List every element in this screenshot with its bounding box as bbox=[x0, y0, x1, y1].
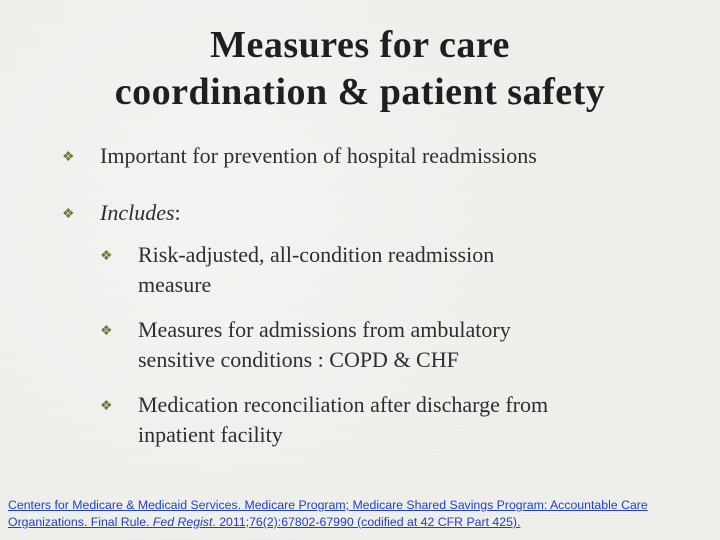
citation-line-2[interactable] bbox=[8, 514, 712, 531]
subbullet-line-1: Risk-adjusted, all-condition readmission bbox=[138, 242, 495, 267]
bullet-text bbox=[62, 198, 181, 228]
bullet-readmissions bbox=[62, 141, 537, 171]
subbullet-readmission-measure bbox=[100, 240, 660, 300]
diamond-quad-bullet-icon: ❖ bbox=[100, 249, 113, 264]
title-line-2: coordination & patient safety bbox=[114, 71, 606, 113]
bullet-includes bbox=[62, 198, 181, 228]
diamond-quad-bullet-icon: ❖ bbox=[100, 324, 113, 339]
diamond-quad-bullet-icon: ❖ bbox=[62, 207, 75, 222]
citation-link[interactable] bbox=[8, 497, 712, 531]
citation-line-2-end[interactable]: . 2011;76(2):67802-67990 (codified at 42 CFR Part 425). bbox=[212, 515, 521, 529]
subbullet-medication-reconciliation bbox=[100, 390, 660, 450]
subbullet-ambulatory-admissions bbox=[100, 315, 660, 375]
diamond-quad-bullet-icon: ❖ bbox=[100, 399, 113, 414]
citation-line-2-start[interactable]: Organizations. Final Rule. bbox=[8, 515, 153, 529]
subbullet-line-2: measure bbox=[138, 272, 212, 297]
bullet-text: Important for prevention of hospital readmissions bbox=[100, 143, 537, 168]
slide-title bbox=[0, 22, 720, 116]
includes-colon: : bbox=[174, 200, 181, 225]
includes-label: Includes bbox=[100, 200, 175, 225]
citation-line-1[interactable]: Centers for Medicare & Medicaid Services. Medicare Program; Medicare Shared Savings Program: Accountable Care bbox=[8, 498, 648, 512]
subbullet-line-1: Measures for admissions from ambulatory bbox=[138, 317, 511, 342]
subbullet-line-2: sensitive conditions : COPD & CHF bbox=[138, 347, 459, 372]
citation-journal[interactable]: Fed Regist bbox=[152, 515, 213, 529]
title-line-1: Measures for care bbox=[210, 24, 510, 66]
subbullet-line-2: inpatient facility bbox=[138, 422, 283, 447]
subbullet-line-1: Medication reconciliation after discharge from bbox=[138, 392, 549, 417]
diamond-quad-bullet-icon: ❖ bbox=[62, 150, 75, 165]
